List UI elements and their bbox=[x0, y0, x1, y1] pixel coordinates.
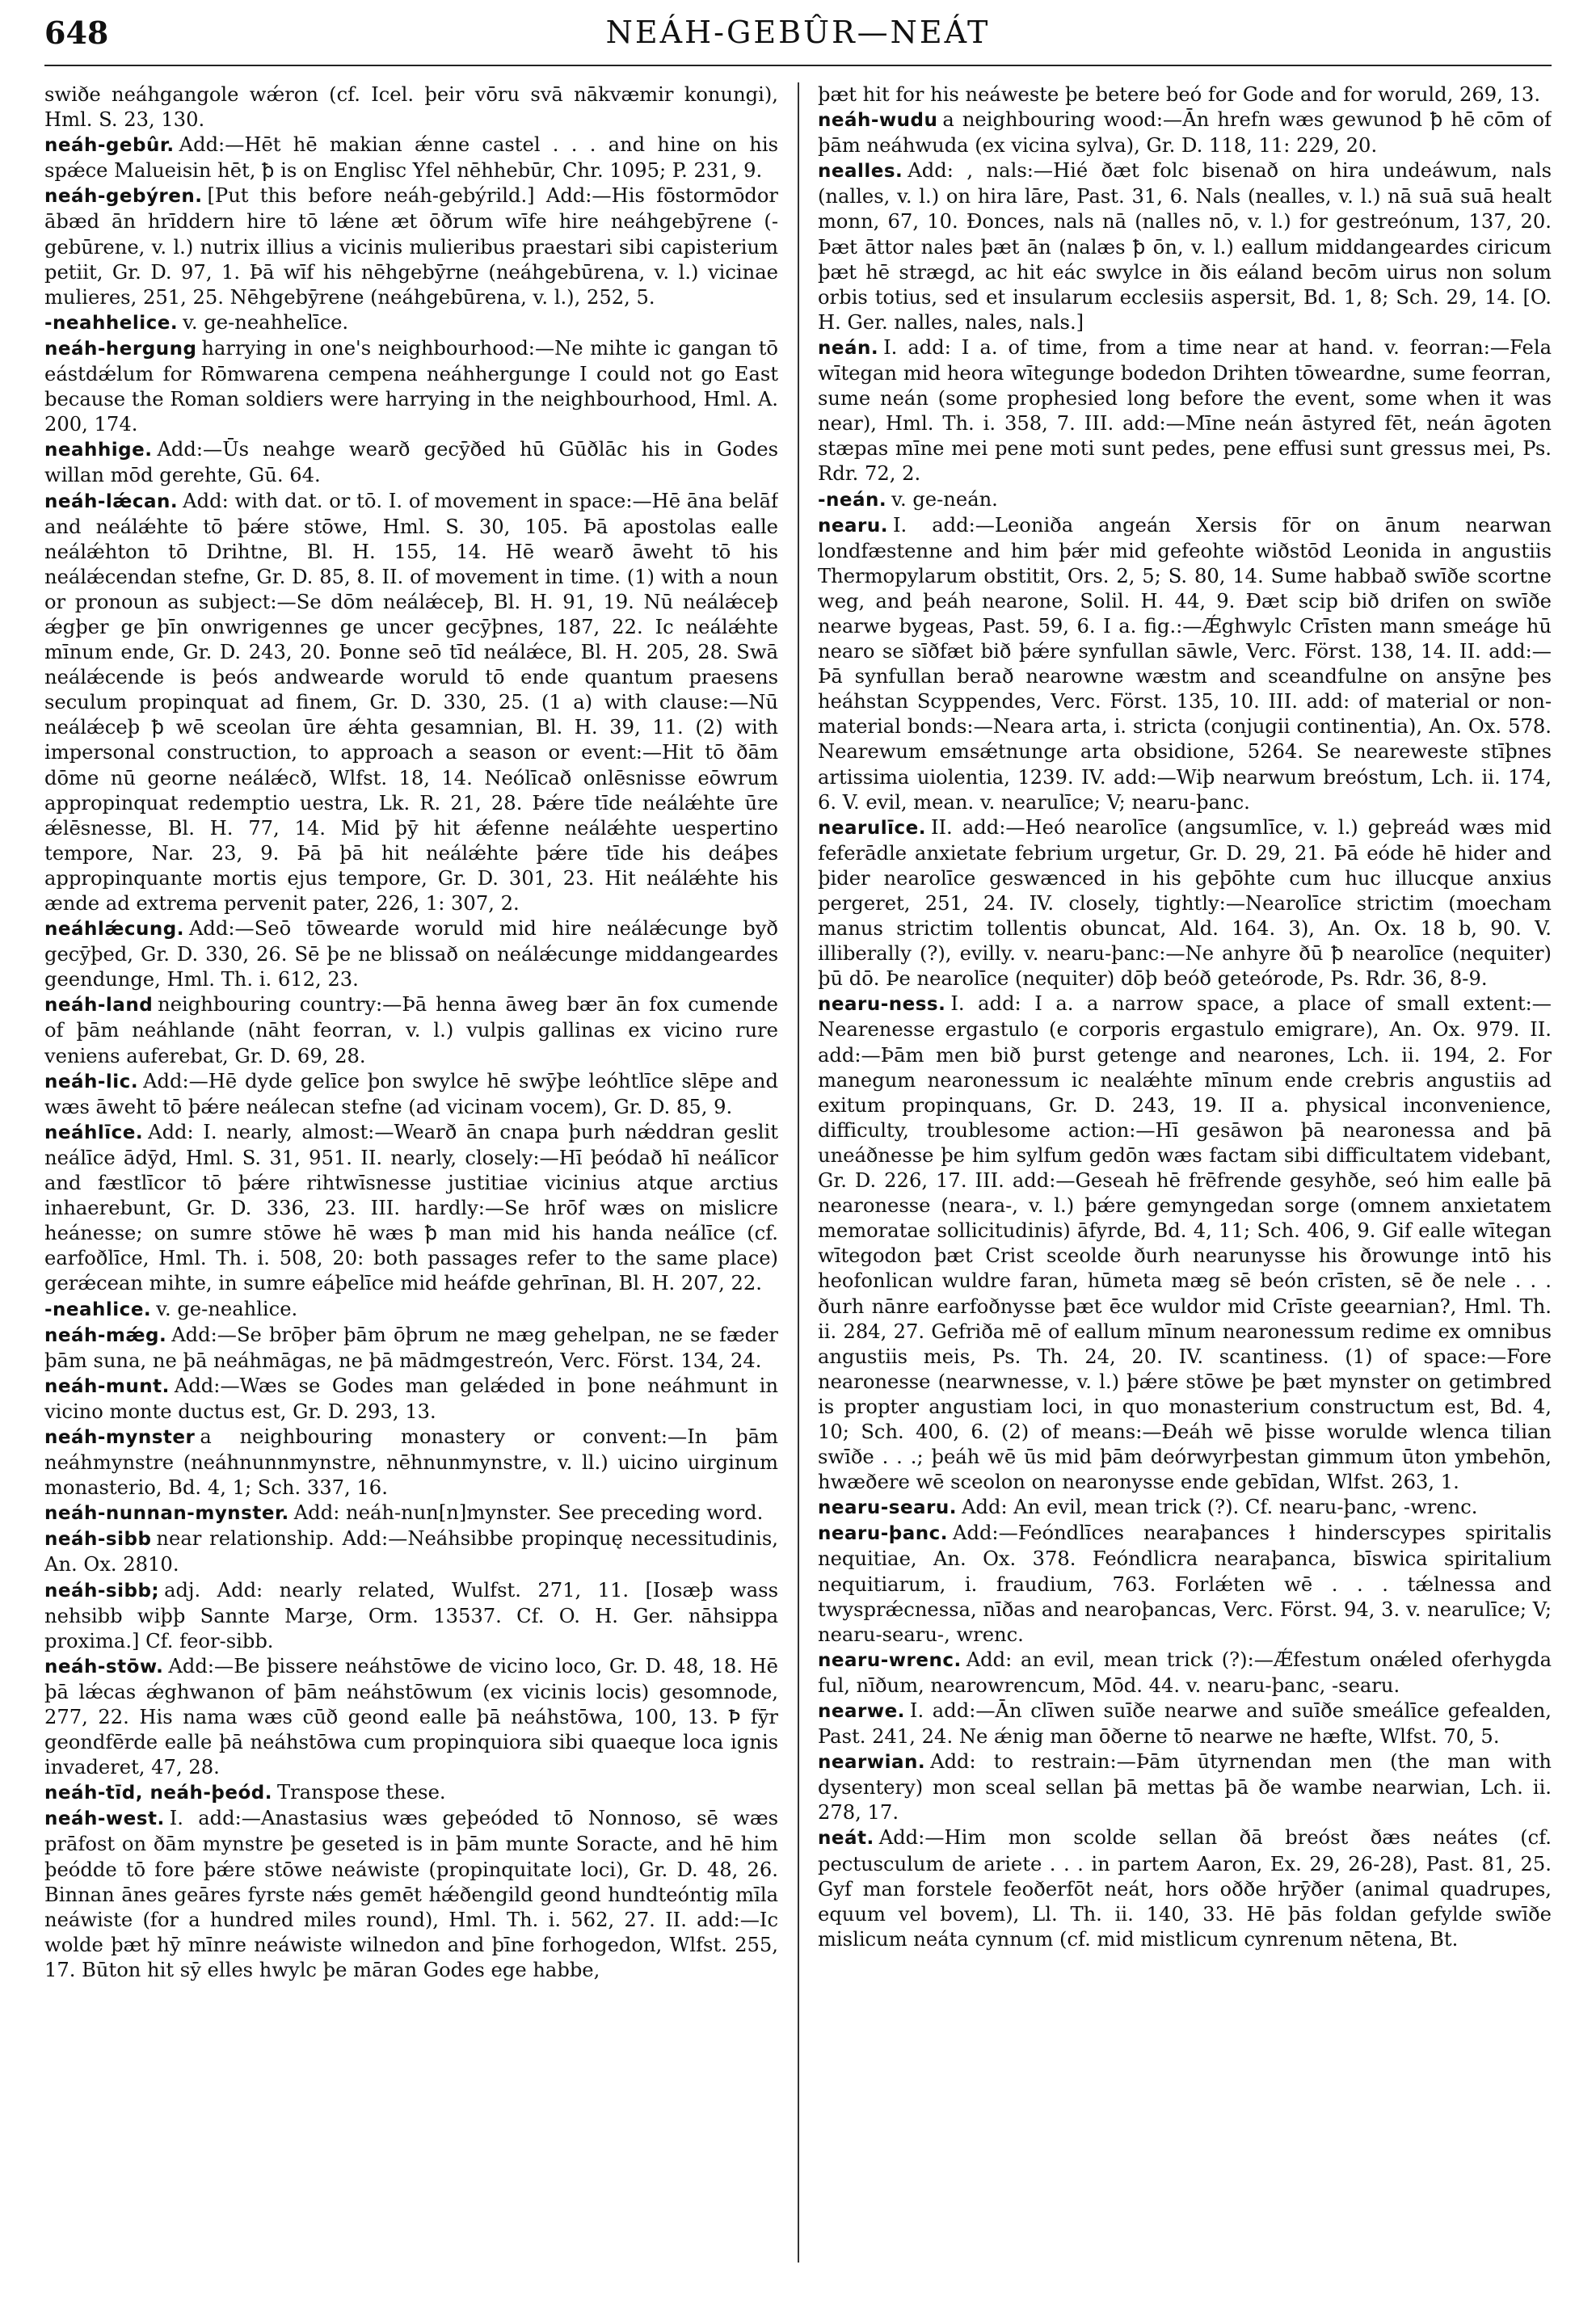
dictionary-entry bbox=[44, 1526, 778, 1577]
dictionary-entry bbox=[44, 1806, 778, 1983]
dictionary-entry bbox=[818, 335, 1552, 487]
dictionary-entry bbox=[44, 489, 778, 917]
dictionary-entry bbox=[44, 1297, 778, 1323]
entry-headword: neáh-west. bbox=[44, 1808, 165, 1830]
entry-text: Add: , nals:—Hié ðæt folc bisenað on hira undeáwum, nals (nalles, v. l.) on hira lāre, Past. 31, 6. Nals (nealles, v. l.) nā suā suā healt monn, 67, 10. Ðonces, nals nā (nalles nō, v. l.) for gestreónum, 137, 20. Þæt āttor nales þæt ān (nalæs ꝥ ōn, v. l.) eallum middangeardes ciricum þæt hē strægd, ac hit eác swylce in ðis eáland becōm uirus non solum orbis totius, sed et insularum ecclesiis aspersit, Bd. 1, 8; Sch. 29, 14. [O. H. Ger. nalles, nales, nals.] bbox=[818, 159, 1552, 334]
entry-headword: neáh-mǽg. bbox=[44, 1324, 167, 1346]
dictionary-entry bbox=[44, 82, 778, 133]
dictionary-entry bbox=[818, 82, 1552, 107]
entry-headword: neáh-gebûr. bbox=[44, 135, 175, 157]
entry-text: near relationship. Add:—Neáhsibbe propinquę necessitudinis, An. Ox. 2810. bbox=[44, 1527, 778, 1576]
running-head: NEÁH-GEBÛR—NEÁT bbox=[605, 15, 991, 50]
dictionary-entry bbox=[818, 487, 1552, 513]
dictionary-entry bbox=[44, 183, 778, 309]
dictionary-entry bbox=[818, 158, 1552, 335]
entry-headword: nearwe. bbox=[818, 1701, 905, 1722]
entry-text: Add: neáh-nun[n]mynster. See preceding word. bbox=[293, 1501, 764, 1525]
entry-headword: neáh-nunnan-mynster. bbox=[44, 1503, 289, 1525]
entry-text: v. ge-neahhelīce. bbox=[183, 310, 349, 334]
dictionary-entry bbox=[818, 1699, 1552, 1749]
entry-text: swiðe neáhgangole wǽron (cf. Icel. þeir vōru svā nākvæmir konungi), Hml. S. 23, 130. bbox=[44, 83, 778, 132]
entry-headword: nearulīce. bbox=[818, 817, 926, 839]
entry-headword: neáh-mynster bbox=[44, 1426, 196, 1448]
entry-headword: -neahlice. bbox=[44, 1299, 152, 1320]
entry-headword: neáh-sibb bbox=[44, 1529, 152, 1551]
dictionary-entry bbox=[44, 1069, 778, 1120]
entry-headword: neáh-tīd, neáh-þeód. bbox=[44, 1783, 272, 1804]
dictionary-entry bbox=[44, 1374, 778, 1425]
dictionary-entry bbox=[818, 107, 1552, 158]
entry-text: Add:—Wæs se Godes man gelǽded in þone neáhmunt in vicino monte ductus est, Gr. D. 293, 13. bbox=[44, 1374, 778, 1423]
entry-headword: neán. bbox=[818, 337, 879, 359]
dictionary-entry bbox=[818, 513, 1552, 815]
dictionary-entry bbox=[818, 1749, 1552, 1825]
entry-text: I. add:—Ān clīwen suīðe nearwe and suīðe smeálīce gefealden, Past. 241, 24. Ne ǽnig man ōðerne tō nearwe ne hæfte, Wlfst. 70, 5. bbox=[818, 1699, 1552, 1749]
entry-headword: nearwian. bbox=[818, 1752, 926, 1774]
entry-headword: -neán. bbox=[818, 489, 887, 511]
dictionary-entry bbox=[44, 310, 778, 336]
entry-headword: neáh-wudu bbox=[818, 110, 938, 132]
entry-headword: neáh-sibb; bbox=[44, 1580, 160, 1602]
dictionary-entry bbox=[818, 991, 1552, 1495]
entry-headword: neahhige. bbox=[44, 440, 153, 461]
dictionary-entry bbox=[44, 133, 778, 183]
entry-headword: neáhlǽcung. bbox=[44, 919, 184, 941]
dictionary-entry bbox=[44, 1120, 778, 1297]
entry-headword: neáh-lǽcan. bbox=[44, 490, 179, 512]
column-divider bbox=[798, 82, 799, 2263]
entry-text: I. add: I a. of time, from a time near at hand. v. feorran:—Fela wītegan mid heora wītegunge bodedon Drihten tōweardne, sume feorran, sume neán (some prophesied long before the event, some when it was near), Hml. Th. i. 358, 7. III. add:—Mīne neán āstyred fēt, neán āgoten stæpas mīne mei pene moti sunt pedes, pene effusi sunt gressus mei, Ps. Rdr. 72, 2. bbox=[818, 335, 1552, 486]
page-header bbox=[44, 15, 1552, 66]
entry-headword: neáh-stōw. bbox=[44, 1656, 164, 1677]
entry-headword: nealles. bbox=[818, 161, 903, 183]
dictionary-entry bbox=[44, 1654, 778, 1780]
dictionary-entry bbox=[818, 1495, 1552, 1521]
entry-text: v. ge-neahlice. bbox=[156, 1297, 298, 1320]
entry-text: I. add:—Anastasius wæs geþeóded tō Nonnoso, sē wæs prāfost on ðām mynstre þe geseted is in þām munte Soracte, and hē him þeódde tō fore þǽre stōwe neáwiste (propinquitate loci), Gr. D. 48, 26. Binnan ānes geāres fyrste nǽs gemēt hǽðengild geond hundteóntig mīla neáwiste (for a hundred miles round), Hml. Th. i. 562, 27. II. add:—Ic wolde þæt hȳ mīnre neáwiste wilnedon and þīne forhogedon, Wlfst. 255, 17. Būton hit sȳ elles hwylc þe māran Godes ege habbe, bbox=[44, 1807, 778, 1981]
dictionary-entry bbox=[818, 1521, 1552, 1647]
entry-headword: neáh-hergung bbox=[44, 338, 197, 360]
dictionary-entry bbox=[818, 815, 1552, 992]
dictionary-entry bbox=[44, 1323, 778, 1374]
entry-text: Add:—Ūs neahge wearð gecȳðed hū Gūðlāc his in Godes willan mōd gerehte, Gū. 64. bbox=[44, 438, 778, 487]
entry-headword: nearu-þanc. bbox=[818, 1523, 948, 1545]
entry-headword: -neahhelice. bbox=[44, 312, 179, 334]
entry-headword: nearu. bbox=[818, 515, 888, 537]
text-columns bbox=[44, 82, 1552, 2263]
dictionary-entry bbox=[44, 1501, 778, 1526]
entry-text: a neighbouring wood:—Ān hrefn wæs gewunod ꝥ hē cōm of þām neáhwuda (ex vicina sylva), Gr. D. 118, 11: 229, 20. bbox=[818, 108, 1552, 158]
entry-text: I. add:—Leoniða angeán Xersis fōr on ānum nearwan londfæstenne and him þǽr mid gefeohte wiðstōd Leonida in angustiis Thermopylarum obstitit, Ors. 2, 5; S. 80, 14. Sume habbað swīðe scortne weg, and þeáh nearone, Solil. H. 44, 9. Ðæt scip bið drifen on swīðe nearwe bygeas, Past. 59, 6. I a. fig.:—Ǽghwylc Crīsten mann smeáge hū nearo se sīðfæt bið þǽre synfullan sāwle, Verc. Först. 138, 14. II. add:—Þā synfullan berað nearowne wæstm and sceandfulne on ansȳne þes heáhstan Scyppendes, Verc. Först. 135, 10. III. add: of material or non-material bonds:—Neara arta, i. stricta (conjugii continentia), An. Ox. 578. Nearewum emsǽtnunge arta obsidione, 5264. Se neareweste stīþnes artissima uiolentia, 1239. IV. add:—Wiþ nearwum breóstum, Lch. ii. 174, 6. V. evil, mean. v. nearulīce; V; nearu-þanc. bbox=[818, 513, 1552, 814]
entry-text: Add:—Seō tōwearde woruld mid hire neálǽcunge byð gecȳþed, Gr. D. 330, 26. Sē þe ne blissað on neálǽcunge middangeardes geendunge, Hml. Th. i. 612, 23. bbox=[44, 917, 778, 991]
entry-text: [Put this before neáh-gebýrild.] Add:—His fōstormōdor ābæd ān hrīddern hire tō lǽne æt ōðrum wīfe hire neáhgebȳrene (-gebūrene, v. l.) nutrix illius a vicinis mulieribus praestari sibi capisterium petiit, Gr. D. 97, 1. Þā wīf his nēhgebȳrne (neáhgebūrena, v. l.) vicinae mulieres, 251, 25. Nēhgebȳrene (neáhgebūrena, v. l.), 252, 5. bbox=[44, 184, 778, 309]
entry-text: Add: to restrain:—Þām ūtyrnendan men (the man with dysentery) mon sceal sellan þā mettas þā ðe wambe nearwian, Lch. ii. 278, 17. bbox=[818, 1750, 1552, 1825]
dictionary-entry bbox=[818, 1648, 1552, 1699]
entry-text: I. add: I a. a narrow space, a place of small extent:—Nearenesse ergastulo (e corporis ergastulo emigrare), An. Ox. 979. II. add:—Þām men bið þurst getenge and nearones, Lch. ii. 194, 2. For manegum nearonessum ic nealǽhte mīnum ende crebris angustiis ad exitum propinquans, Gr. D. 243, 19. II a. physical inconvenience, difficulty, troublesome action:—Hī gesāwon þā nearonessa and þā uneáðnesse þe him sylfum gedōn wæs factam sibi difficultatem videbant, Gr. D. 226, 17. III. add:—Geseah hē frēfrende gesyhðe, seó him ealle þā nearonesse (neara-, v. l.) þǽre gemyngedan sorge (omnem anxietatem memoratae sollicitudinis) āfyrde, Bd. 4, 11; Sch. 406, 9. Gif ealle wītegan wītegodon þæt Crist sceolde ðurh nearunysse his ðrowunge intō his heofonlican wuldre faran, hūmeta mæg sē beón crīsten, sē ðe nele . . . ðurh nānre earfoðnysse þæt ēce wuldor mid Crīste geearnian?, Hml. Th. ii. 284, 27. Gefriða mē of eallum mīnum nearonessum redime ex omnibus angustiis meis, Ps. Th. 24, 20. IV. scantiness. (1) of space:—Fore nearonesse (nearwnesse, v. l.) þǽre stōwe þe þæt mynster on getimbred is propter angustiam loci, in quo monasterium constructum est, Bd. 4, 10; Sch. 400, 6. (2) of means:—Ðeáh wē þisse worulde wlenca tilian swīðe . . .; þeáh wē ūs mid þām deórwyrþestan gimmum ūton ymbehōn, hwæðere wē sceolon on nearonysse ende gebīdan, Wlfst. 263, 1. bbox=[818, 992, 1552, 1494]
entry-text: Add:—Se brōþer þām ōþrum ne mæg gehelpan, ne se fæder þām suna, ne þā neáhmāgas, ne þā mādmgestreón, Verc. Först. 134, 24. bbox=[44, 1323, 778, 1372]
entry-headword: neáh-munt. bbox=[44, 1375, 170, 1397]
entry-text: Transpose these. bbox=[276, 1781, 446, 1804]
dictionary-entry bbox=[818, 1825, 1552, 1951]
entry-headword: nearu-ness. bbox=[818, 994, 946, 1016]
dictionary-entry bbox=[44, 916, 778, 992]
entry-text: Add: I. nearly, almost:—Wearð ān cnapa þurh nǽddran geslit neálīce ādȳd, Hml. S. 31, 951. II. nearly, closely:—Hī þeódað hī neálīcor and fæstlīcor tō þǽre rihtwīsnesse justitiae vicinius atque arctius inhaerebunt, Gr. D. 336, 23. III. hardly:—Se hrōf wæs on mislicre heánesse; on sumre stōwe hē wæs ꝥ man mid his handa neálīce (cf. earfoðlīce, Hml. Th. i. 508, 20: both passages refer to the same place) gerǽcean mihte, in sumre eáþelīce mid heáfde gehrīnan, Bl. H. 207, 22. bbox=[44, 1120, 778, 1295]
entry-text: Add:—Hē dyde gelīce þon swylce hē swȳþe leóhtlīce slēpe and wæs āweht tō þǽre neálecan stefne (ad vicinam vocem), Gr. D. 85, 9. bbox=[44, 1069, 778, 1118]
entry-text: a neighbouring monastery or convent:—In þām neáhmynstre (neáhnunnmynstre, nēhnunmynstre, v. ll.) uicino uirginum monasterio, Bd. 4, 1; Sch. 337, 16. bbox=[44, 1425, 778, 1500]
dictionary-entry bbox=[44, 1780, 778, 1806]
entry-text: Add:—Feóndlīces nearaþances ł hinderscypes spiritalis nequitiae, An. Ox. 378. Feóndlicra nearaþanca, bīswica spiritalium nequitiarum, i. fraudium, 763. Forlǽten wē . . . tǽlnessa and twysprǽcnessa, nīðas and nearoþancas, Verc. Först. 94, 3. v. nearulīce; V; nearu-searu-, wrenc. bbox=[818, 1522, 1552, 1646]
entry-text: Add: with dat. or tō. I. of movement in space:—Hē āna belāf and neálǽhte tō þǽre stōwe, Hml. S. 30, 105. Þā apostolas ealle neálǽhton tō Drihtne, Bl. H. 155, 14. Hē wearð āweht tō his neálǽcendan stefne, Gr. D. 85, 8. II. of movement in time. (1) with a noun or pronoun as subject:—Se dōm neálǽceþ, Bl. H. 91, 19. Nū neálǽceþ ǽgþer ge þīn onwrigennes ge uncer gecȳþnes, 187, 22. Ic neálǽhte mīnum ende, Gr. D. 243, 20. Þonne seō tīd neálǽce, Bl. H. 205, 28. Swā neálǽcende is þeós andwearde woruld tō ende quantum praesens seculum propinquat ad finem, Gr. D. 330, 25. (1 a) with clause:—Nū neálǽceþ ꝥ wē sceolan ūre ǽhta gesamnian, Bl. H. 39, 11. (2) with impersonal construction, to approach a season or event:—Hit tō ðām dōme nū georne neálǽcð, Wlfst. 18, 14. Neólīcað onlēsnisse eōwrum appropinquat redemptio uestra, Lk. R. 21, 28. Þǽre tīde neálǽhte ūre ǽlēsnesse, Bl. H. 77, 14. Mid þȳ hit ǽfenne neálǽhte uespertino tempore, Nar. 23, 9. Þā þā hit neálǽhte þǽre tīde his deáþes appropinquante mortis ejus tempore, Gr. D. 301, 23. Hit neálǽhte his ænde ad extrema pervenit pater, 226, 1: 307, 2. bbox=[44, 489, 778, 915]
dictionary-entry bbox=[44, 437, 778, 488]
left-column bbox=[44, 82, 778, 2263]
entry-headword: neáh-gebýren. bbox=[44, 186, 203, 208]
dictionary-entry bbox=[44, 336, 778, 437]
entry-text: harrying in one's neighbourhood:—Ne mihte ic gangan tō eástdǽlum for Rōmwarena cempena neáhhergunge I could not go East because the Roman soldiers were harrying in the neighbourhood, Hml. A. 200, 174. bbox=[44, 336, 778, 436]
entry-headword: neáhlīce. bbox=[44, 1122, 144, 1143]
right-column bbox=[818, 82, 1552, 2263]
entry-text: II. add:—Heó nearolīce (angsumlīce, v. l.) geþreád wæs mid feferādle anxietate febrium urgetur, Gr. D. 29, 21. Þā eóde hē hider and þider nearolīce geswænced in his geþōhte cum huc illucque anxius pergeret, 251, 24. IV. closely, tightly:—Nearolīce strictim (moecham manus strictim tollentis obuncat, Ald. 164. 3), An. Ox. 18 b, 90. V. illiberally (?), evilly. v. nearu-þanc:—Ne anhyre ðū ꝥ nearolīce (nequiter) þū dō. Þe nearolīce (nequiter) dōþ beóð geteórode, Ps. Rdr. 36, 8-9. bbox=[818, 815, 1552, 991]
entry-headword: neát. bbox=[818, 1828, 874, 1850]
entry-headword: neáh-lic. bbox=[44, 1071, 139, 1092]
page-number: 648 bbox=[44, 15, 109, 51]
entry-text: þæt hit for his neáweste þe betere beó for Gode and for woruld, 269, 13. bbox=[818, 83, 1541, 106]
entry-text: Add: an evil, mean trick (?):—Ǽfestum onǽled oferhygda ful, nīðum, nearowrencum, Mōd. 44. v. nearu-þanc, -searu. bbox=[818, 1648, 1552, 1697]
entry-text: Add:—Him mon scolde sellan ðā breóst ðæs neátes (cf. pectusculum de ariete . . . in partem Aaron, Ex. 29, 26-28), Past. 81, 25. Gyf man forstele feoðerfōt neát, hors oððe hrȳðer (animal quadrupes, equum vel bovem), Ll. Th. ii. 140, 33. Hē þās foldan gefylde swīðe mislicum neáta cynnum (cf. mid mistlicum cynrenum nētena, Bt. bbox=[818, 1826, 1552, 1951]
dictionary-entry bbox=[44, 1578, 778, 1654]
entry-text: Add:—Hēt hē makian ǽnne castel . . . and hine on his spǽce Malueisin hēt, ꝥ is on Englisc Yfel nēhhebūr, Chr. 1095; P. 231, 9. bbox=[44, 133, 778, 183]
entry-text: neighbouring country:—Þā henna āweg bær ān fox cumende of þām neáhlande (nāht feorran, v. l.) vulpis gallinas ex vicino rure veniens auferebat, Gr. D. 69, 28. bbox=[44, 993, 778, 1067]
entry-headword: nearu-searu. bbox=[818, 1497, 958, 1519]
entry-headword: nearu-wrenc. bbox=[818, 1649, 962, 1671]
dictionary-entry bbox=[44, 1425, 778, 1501]
entry-text: adj. Add: nearly related, Wulfst. 271, 11. [Iosæþ wass nehsibb wiþþ Sannte Marȝe, Orm. 13537. Cf. O. H. Ger. nāhsippa proxima.] Cf. feor-sibb. bbox=[44, 1578, 778, 1652]
dictionary-entry bbox=[44, 992, 778, 1068]
entry-text: v. ge-neán. bbox=[891, 487, 998, 511]
entry-text: Add:—Be þissere neáhstōwe de vicino loco, Gr. D. 48, 18. Hē þā lǽcas ǽghwanon of þām neáhstōwum (ex vicinis locis) gesomnode, 277, 22. His nama wæs cūð geond ealle þā neáhstōwa, 100, 13. Ꝥ fȳr geondfērde ealle þā neáhstōwa cum propinquiora sibi quaeque loca ignis invaderet, 47, 28. bbox=[44, 1654, 778, 1779]
entry-headword: neáh-land bbox=[44, 995, 154, 1017]
entry-text: Add: An evil, mean trick (?). Cf. nearu-þanc, -wrenc. bbox=[962, 1496, 1478, 1519]
